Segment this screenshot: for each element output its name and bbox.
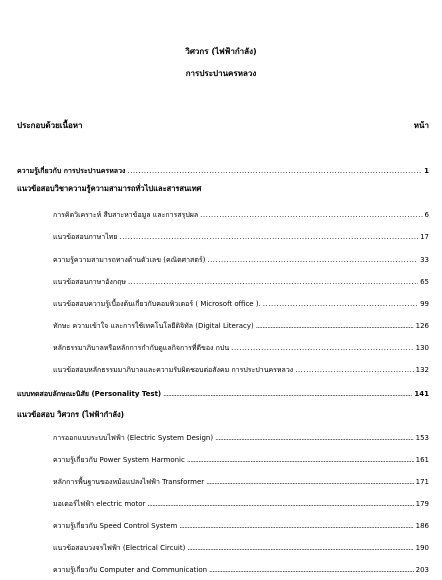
toc-entry-page: 132 [415,366,429,374]
dot-leader [295,366,413,375]
dot-leader [215,434,414,443]
dot-leader [231,344,413,353]
toc-entry-text: หลักธรรมาภิบาลหรือหลักการกำกับดูแลกิจการที่ดีของ กปน [53,344,230,352]
toc-entry-text: ความรู้เกี่ยวกับ Computer and Communication [53,566,208,574]
toc-entry-page: 65 [420,278,429,286]
toc-entry-page: 1 [424,167,429,175]
toc-entry-page: 17 [420,233,429,241]
toc-page-label: หน้า [413,121,429,130]
toc-entry-text: แนวข้อสอบวงจรไฟฟ้า (Electrical Circuit) [53,544,186,552]
document-title: วิศวกร (ไฟฟ้ากำลัง) [185,47,257,56]
dot-leader [128,278,418,287]
toc-entry-intro [17,167,429,176]
document-subtitle: การประปานครหลวง [185,69,257,78]
toc-entry-text: แนวข้อสอบภาษาอังกฤษ [53,278,126,286]
dot-leader [263,300,418,309]
toc-entry-page: 99 [420,300,429,308]
toc-entry-text: ความรู้เกี่ยวกับ Power System Harmonic [53,456,185,464]
toc-entry [53,566,429,575]
toc-entry [53,322,429,331]
dot-leader [119,233,418,242]
toc-contents-label: ประกอบด้วยเนื้อหา [17,121,83,130]
toc-entry-text: แนวข้อสอบหลักธรรมมาภิบาลและความรับผิดชอบต่อสังคม การประปานครหลวง [53,366,294,374]
dot-leader [127,167,422,176]
toc-entry [53,544,429,553]
toc-entry [53,256,429,265]
toc-header [17,121,429,131]
toc-entry [53,278,429,287]
toc-entry-page: 190 [415,544,429,552]
toc-entry-text: หลักการพื้นฐานของหม้อแปลงไฟฟ้า Transformer [53,478,205,486]
dot-leader [147,500,413,509]
dot-leader [179,522,413,531]
toc-entry-page: 186 [415,522,429,530]
toc-entry [53,344,429,353]
section-heading-engineer: แนวข้อสอบ วิศวกร (ไฟฟ้ากำลัง) [17,410,125,419]
toc-entry [53,211,429,220]
toc-entry [53,233,429,242]
toc-entry-text: ความรู้ความสามารถทางด้านตัวเลข (คณิตศาสตร์) [53,256,206,264]
dot-leader [163,390,412,399]
toc-entry [53,500,429,509]
toc-entry-text: แบบทดสอบลักษณะนิสัย (Personality Test) [17,390,162,398]
toc-entry [53,366,429,375]
toc-entry-page: 141 [414,390,429,398]
toc-entry-text: แนวข้อสอบความรู้เบื้องต้นเกี่ยวกับคอมพิวเตอร์ ( Microsoft office ). [53,300,261,308]
toc-entry-text: แนวข้อสอบภาษาไทย [53,233,118,241]
toc-entry-text: การคิดวิเคราะห์ สืบสาะหาข้อมูล และการสรุปผล [53,211,199,219]
toc-entry-page: 130 [415,344,429,352]
section-heading-general: แนวข้อสอบวิชาความรู้ความสามารถทั่วไปและสารสนเทศ [17,184,202,193]
toc-entry [53,522,429,531]
toc-entry [53,478,429,487]
dot-leader [256,322,414,331]
toc-entry-text: มอเตอร์ไฟฟ้า electric motor [53,500,146,508]
toc-entry [53,434,429,443]
dot-leader [187,456,414,465]
toc-entry-text: ความรู้เกี่ยวกับ Speed Control System [53,522,178,530]
toc-entry-page: 33 [420,256,429,264]
dot-leader [187,544,413,553]
toc-entry-text: ความรู้เกี่ยวกับ การประปานครหลวง [17,167,126,175]
toc-entry-page: 179 [415,500,429,508]
toc-entry-page: 203 [415,566,429,574]
dot-leader [209,566,414,575]
toc-entry-text: ทักษะ ความเข้าใจ และการใช้เทคโนโลยีดิจิทัล (Digital Literacy) [53,322,254,330]
dot-leader [200,211,422,220]
toc-entry-page: 161 [415,456,429,464]
dot-leader [207,256,418,265]
toc-entry-page: 6 [424,211,429,219]
toc-entry-personality [17,390,429,399]
toc-entry [53,456,429,465]
dot-leader [206,478,413,487]
toc-entry-text: การออกแบบระบบไฟฟ้า (Electric System Design) [53,434,214,442]
toc-entry [53,300,429,309]
toc-entry-page: 126 [415,322,429,330]
toc-entry-page: 171 [415,478,429,486]
toc-entry-page: 153 [415,434,429,442]
